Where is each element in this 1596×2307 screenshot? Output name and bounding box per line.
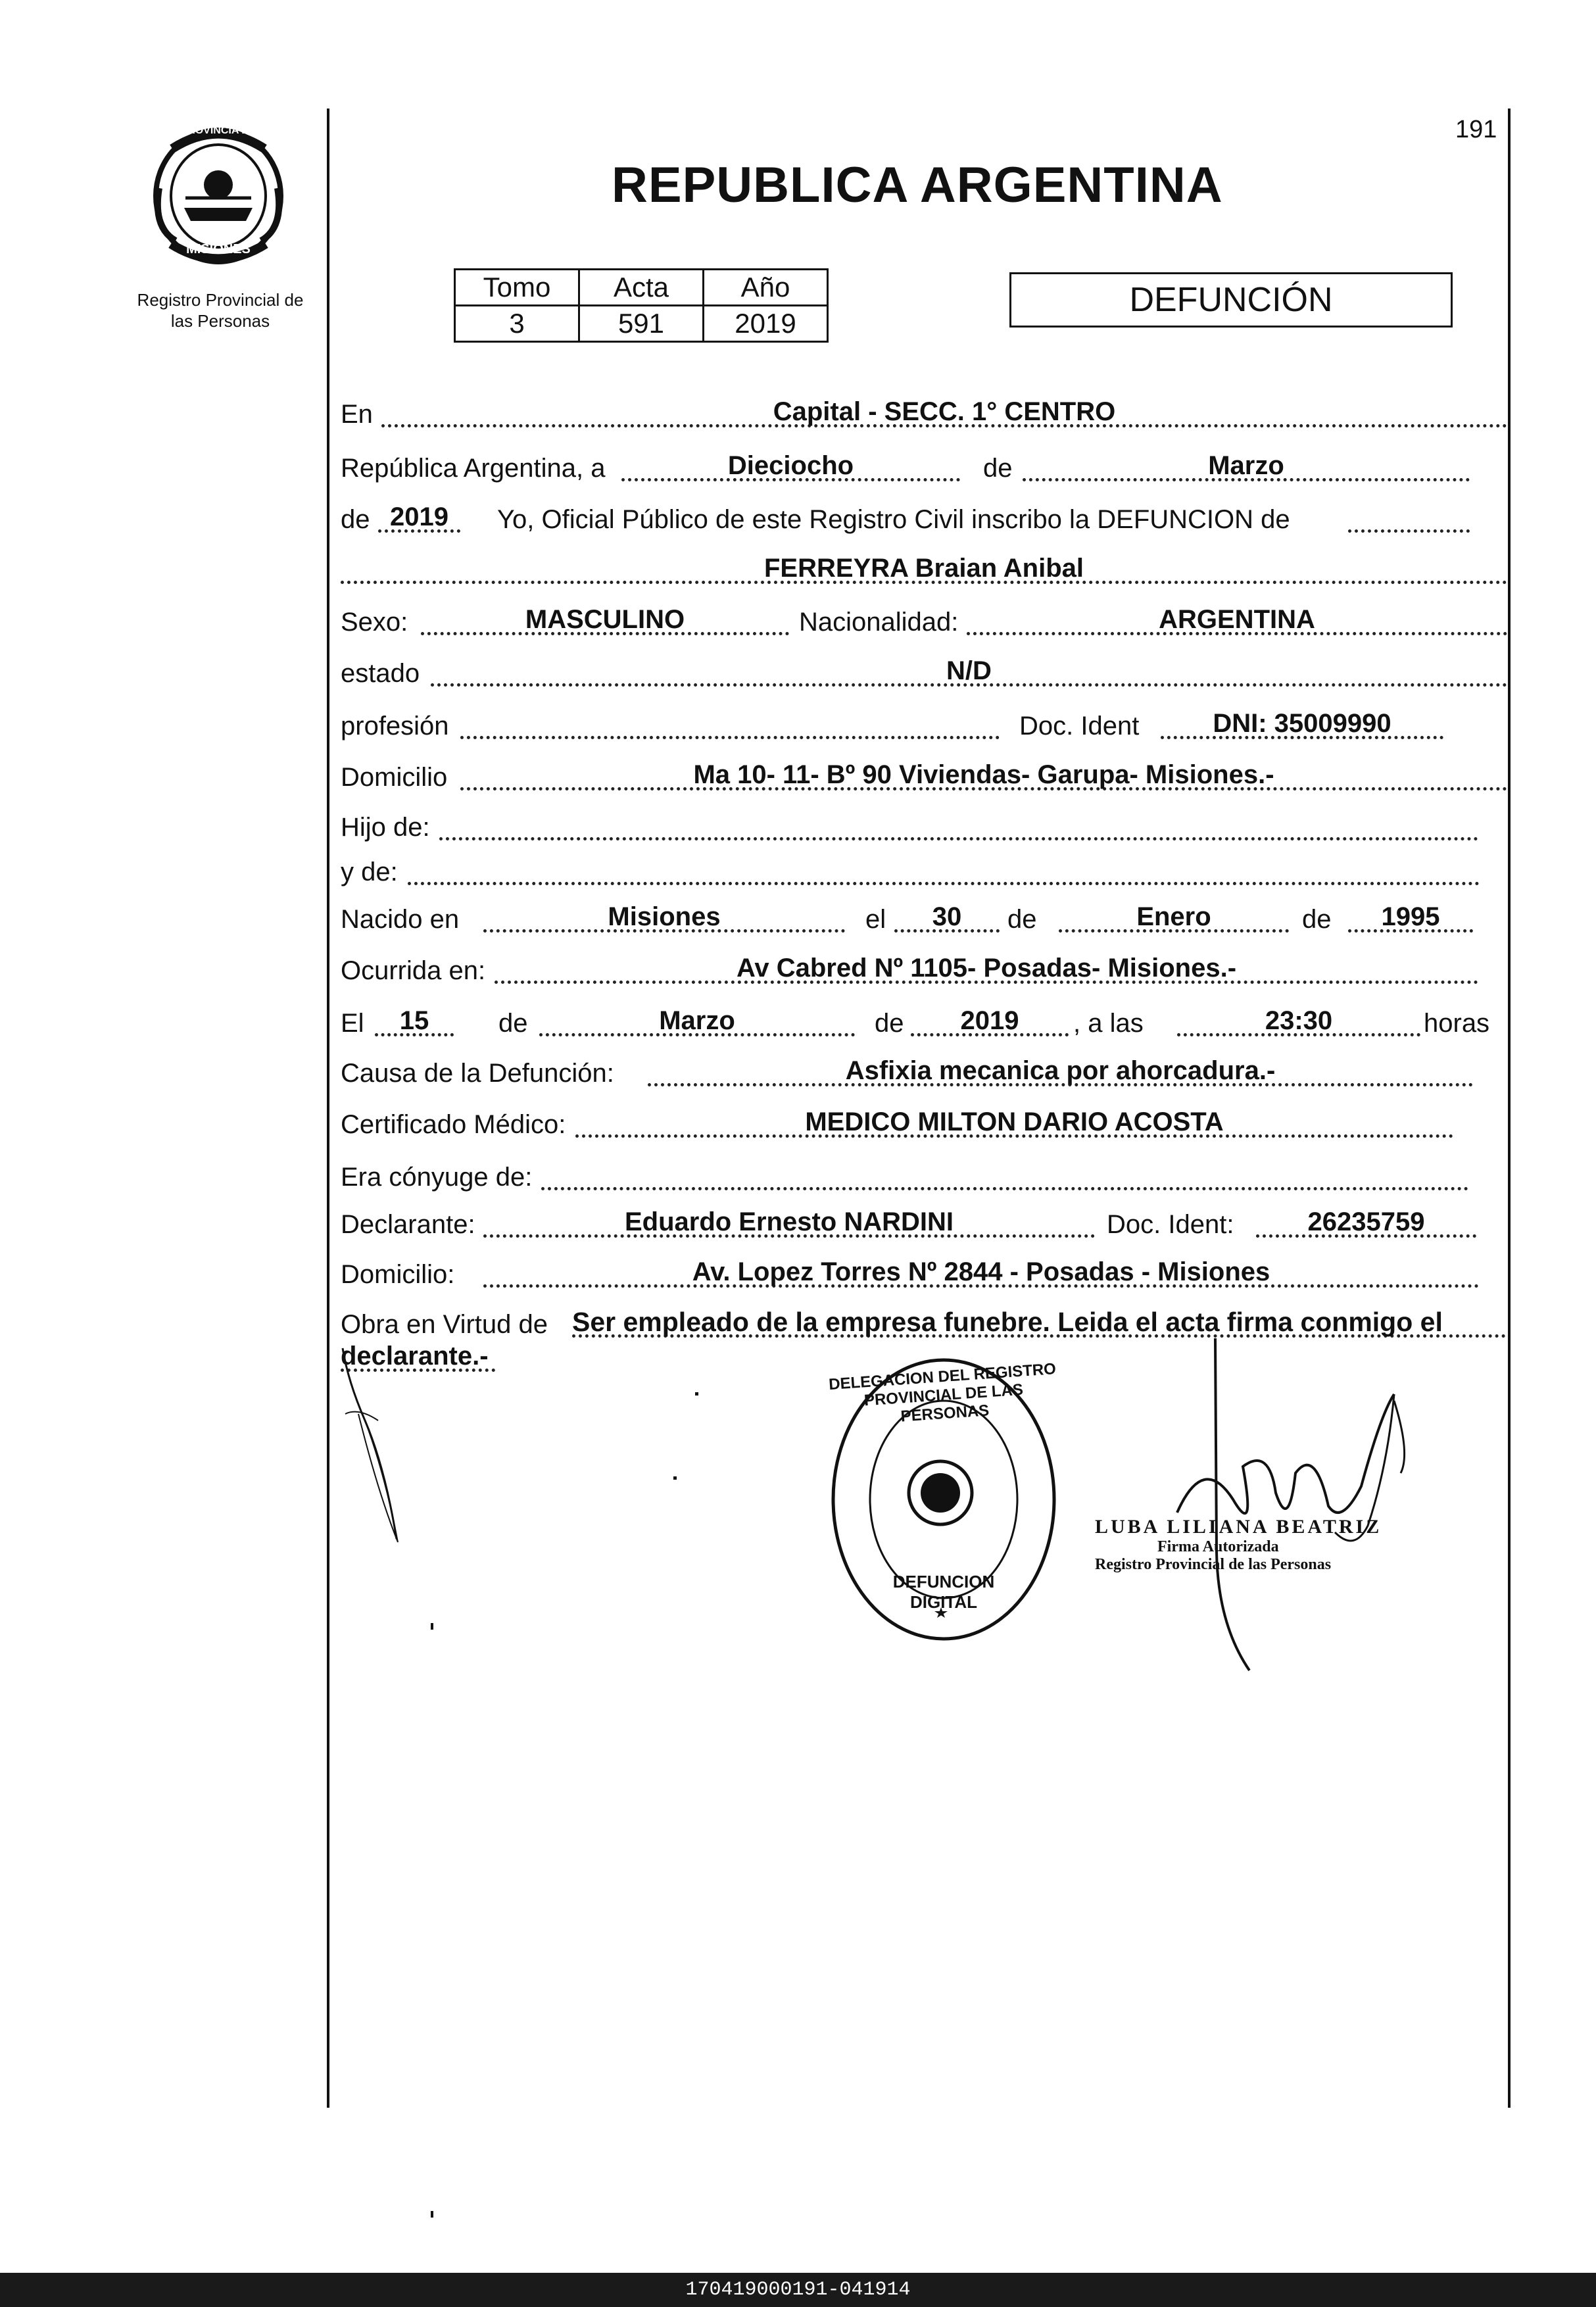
field-nacido-en: Misiones [483,901,845,933]
scan-speck [673,1476,677,1480]
field-hijo-de [439,809,1478,840]
scan-speck [431,2211,433,2218]
value-acta: 591 [579,306,704,342]
record-table [454,268,829,343]
stamp-role: Firma Autorizada [1157,1538,1279,1555]
label-de-1: de [983,454,1013,483]
cancel-scribble-mark [339,1342,431,1552]
header-tomo: Tomo [455,270,579,306]
field-dia-inscripcion: Dieciocho [621,450,960,481]
field-anio-inscripcion: 2019 [378,501,460,533]
label-conyuge: Era cónyuge de: [341,1163,533,1192]
label-el: el [865,905,886,934]
label-de-5: de [498,1009,528,1038]
field-def-dia: 15 [375,1005,454,1036]
registry-line-1: Registro Provincial de [137,290,304,310]
field-def-anio: 2019 [911,1005,1069,1036]
field-obra-virtud-1: Ser empleado de la empresa funebre. Leida el acta firma conmigo el [572,1306,1506,1338]
document-title: REPUBLICA ARGENTINA [612,157,1223,213]
right-margin-rule [1508,109,1511,2108]
record-type-box: DEFUNCIÓN [1009,272,1453,328]
registry-name [112,289,329,331]
header-acta: Acta [579,270,704,306]
field-domicilio: Ma 10- 11- Bº 90 Viviendas- Garupa- Misiones.- [460,759,1507,790]
field-lugar: Capital - SECC. 1° CENTRO [381,396,1507,427]
label-estado: estado [341,659,420,688]
field-y-de [408,854,1480,885]
label-certificado: Certificado Médico: [341,1110,566,1139]
field-sexo: MASCULINO [421,604,789,635]
label-el-cap: El [341,1009,364,1038]
label-domicilio-colon: Domicilio: [341,1260,455,1289]
left-margin-rule [327,109,329,2108]
field-ocurrida-en: Av Cabred Nº 1105- Posadas- Misiones.- [495,952,1478,984]
field-defuncion-trailing [1348,501,1470,533]
field-nacido-dia: 30 [894,901,1000,933]
scan-speck [695,1392,698,1396]
label-nacionalidad: Nacionalidad: [799,608,959,637]
label-declarante: Declarante: [341,1210,475,1239]
label-y-de: y de: [341,858,398,886]
label-hijo-de: Hijo de: [341,813,430,842]
field-doc-ident: DNI: 35009990 [1161,708,1443,739]
field-obra-virtud-2: declarante.- [341,1340,495,1372]
field-def-hora: 23:30 [1177,1005,1420,1036]
label-causa: Causa de la Defunción: [341,1059,614,1088]
field-conyuge [541,1159,1468,1190]
field-declarante: Eduardo Ernesto NARDINI [483,1206,1095,1238]
field-nacido-anio: 1995 [1348,901,1473,933]
stamp-office: Registro Provincial de las Personas [1095,1556,1332,1573]
label-sexo: Sexo: [341,608,408,637]
signature-stamp [1095,1516,1411,1574]
label-domicilio: Domicilio [341,763,448,792]
label-doc-ident: Doc. Ident [1019,712,1140,741]
page-number: 191 [1455,116,1497,143]
value-tomo: 3 [455,306,579,342]
label-nacido-en: Nacido en [341,905,460,934]
registrar-signature [1118,1335,1447,1677]
label-de-3: de [1007,905,1037,934]
registry-line-2: las Personas [170,311,270,331]
label-profesion: profesión [341,712,449,741]
field-nacionalidad: ARGENTINA [967,604,1507,635]
label-a-las: , a las [1073,1009,1144,1038]
field-mes-inscripcion: Marzo [1023,450,1470,481]
field-estado: N/D [431,655,1507,687]
field-profesion [460,708,1000,739]
record-table-value-row [455,306,828,342]
label-de-4: de [1302,905,1332,934]
label-ocurrida-en: Ocurrida en: [341,956,486,985]
province-logo [146,122,291,267]
field-declarante-domicilio: Av. Lopez Torres Nº 2844 - Posadas - Misiones [483,1256,1479,1288]
seal-inner-text: DEFUNCION DIGITAL [892,1572,995,1612]
logo-text-bottom: MISIONES [186,242,251,256]
label-en: En [341,400,373,429]
logo-text-top: PROVINCIA DE [180,125,256,136]
label-horas: horas [1424,1009,1490,1038]
label-de-2: de [341,505,370,534]
field-causa: Asfixia mecanica por ahorcadura.- [648,1055,1473,1086]
field-declarante-doc: 26235759 [1256,1206,1476,1238]
label-doc-ident-colon: Doc. Ident: [1107,1210,1234,1239]
seal-outer-text: DELEGACION DEL REGISTRO PROVINCIAL DE LAS PERSONAS [828,1360,1057,1426]
label-de-6: de [875,1009,904,1038]
label-republica: República Argentina, a [341,454,606,483]
official-seal [825,1355,1062,1644]
field-certificado: MEDICO MILTON DARIO ACOSTA [575,1106,1453,1138]
field-nacido-mes: Enero [1059,901,1289,933]
label-yo-oficial: Yo, Oficial Público de este Registro Civil inscribo la DEFUNCION de [497,505,1290,534]
stamp-name: LUBA LILIANA BEATRIZ [1095,1516,1382,1538]
scan-speck [431,1623,433,1630]
footer-code: 170419000191-041914 [0,2273,1596,2307]
field-nombre: FERREYRA Braian Anibal [341,552,1507,584]
value-anio: 2019 [704,306,828,342]
field-def-mes: Marzo [539,1005,855,1036]
label-obra-en-virtud: Obra en Virtud de [341,1310,548,1339]
record-table-header-row [455,270,828,306]
header-anio: Año [704,270,828,306]
